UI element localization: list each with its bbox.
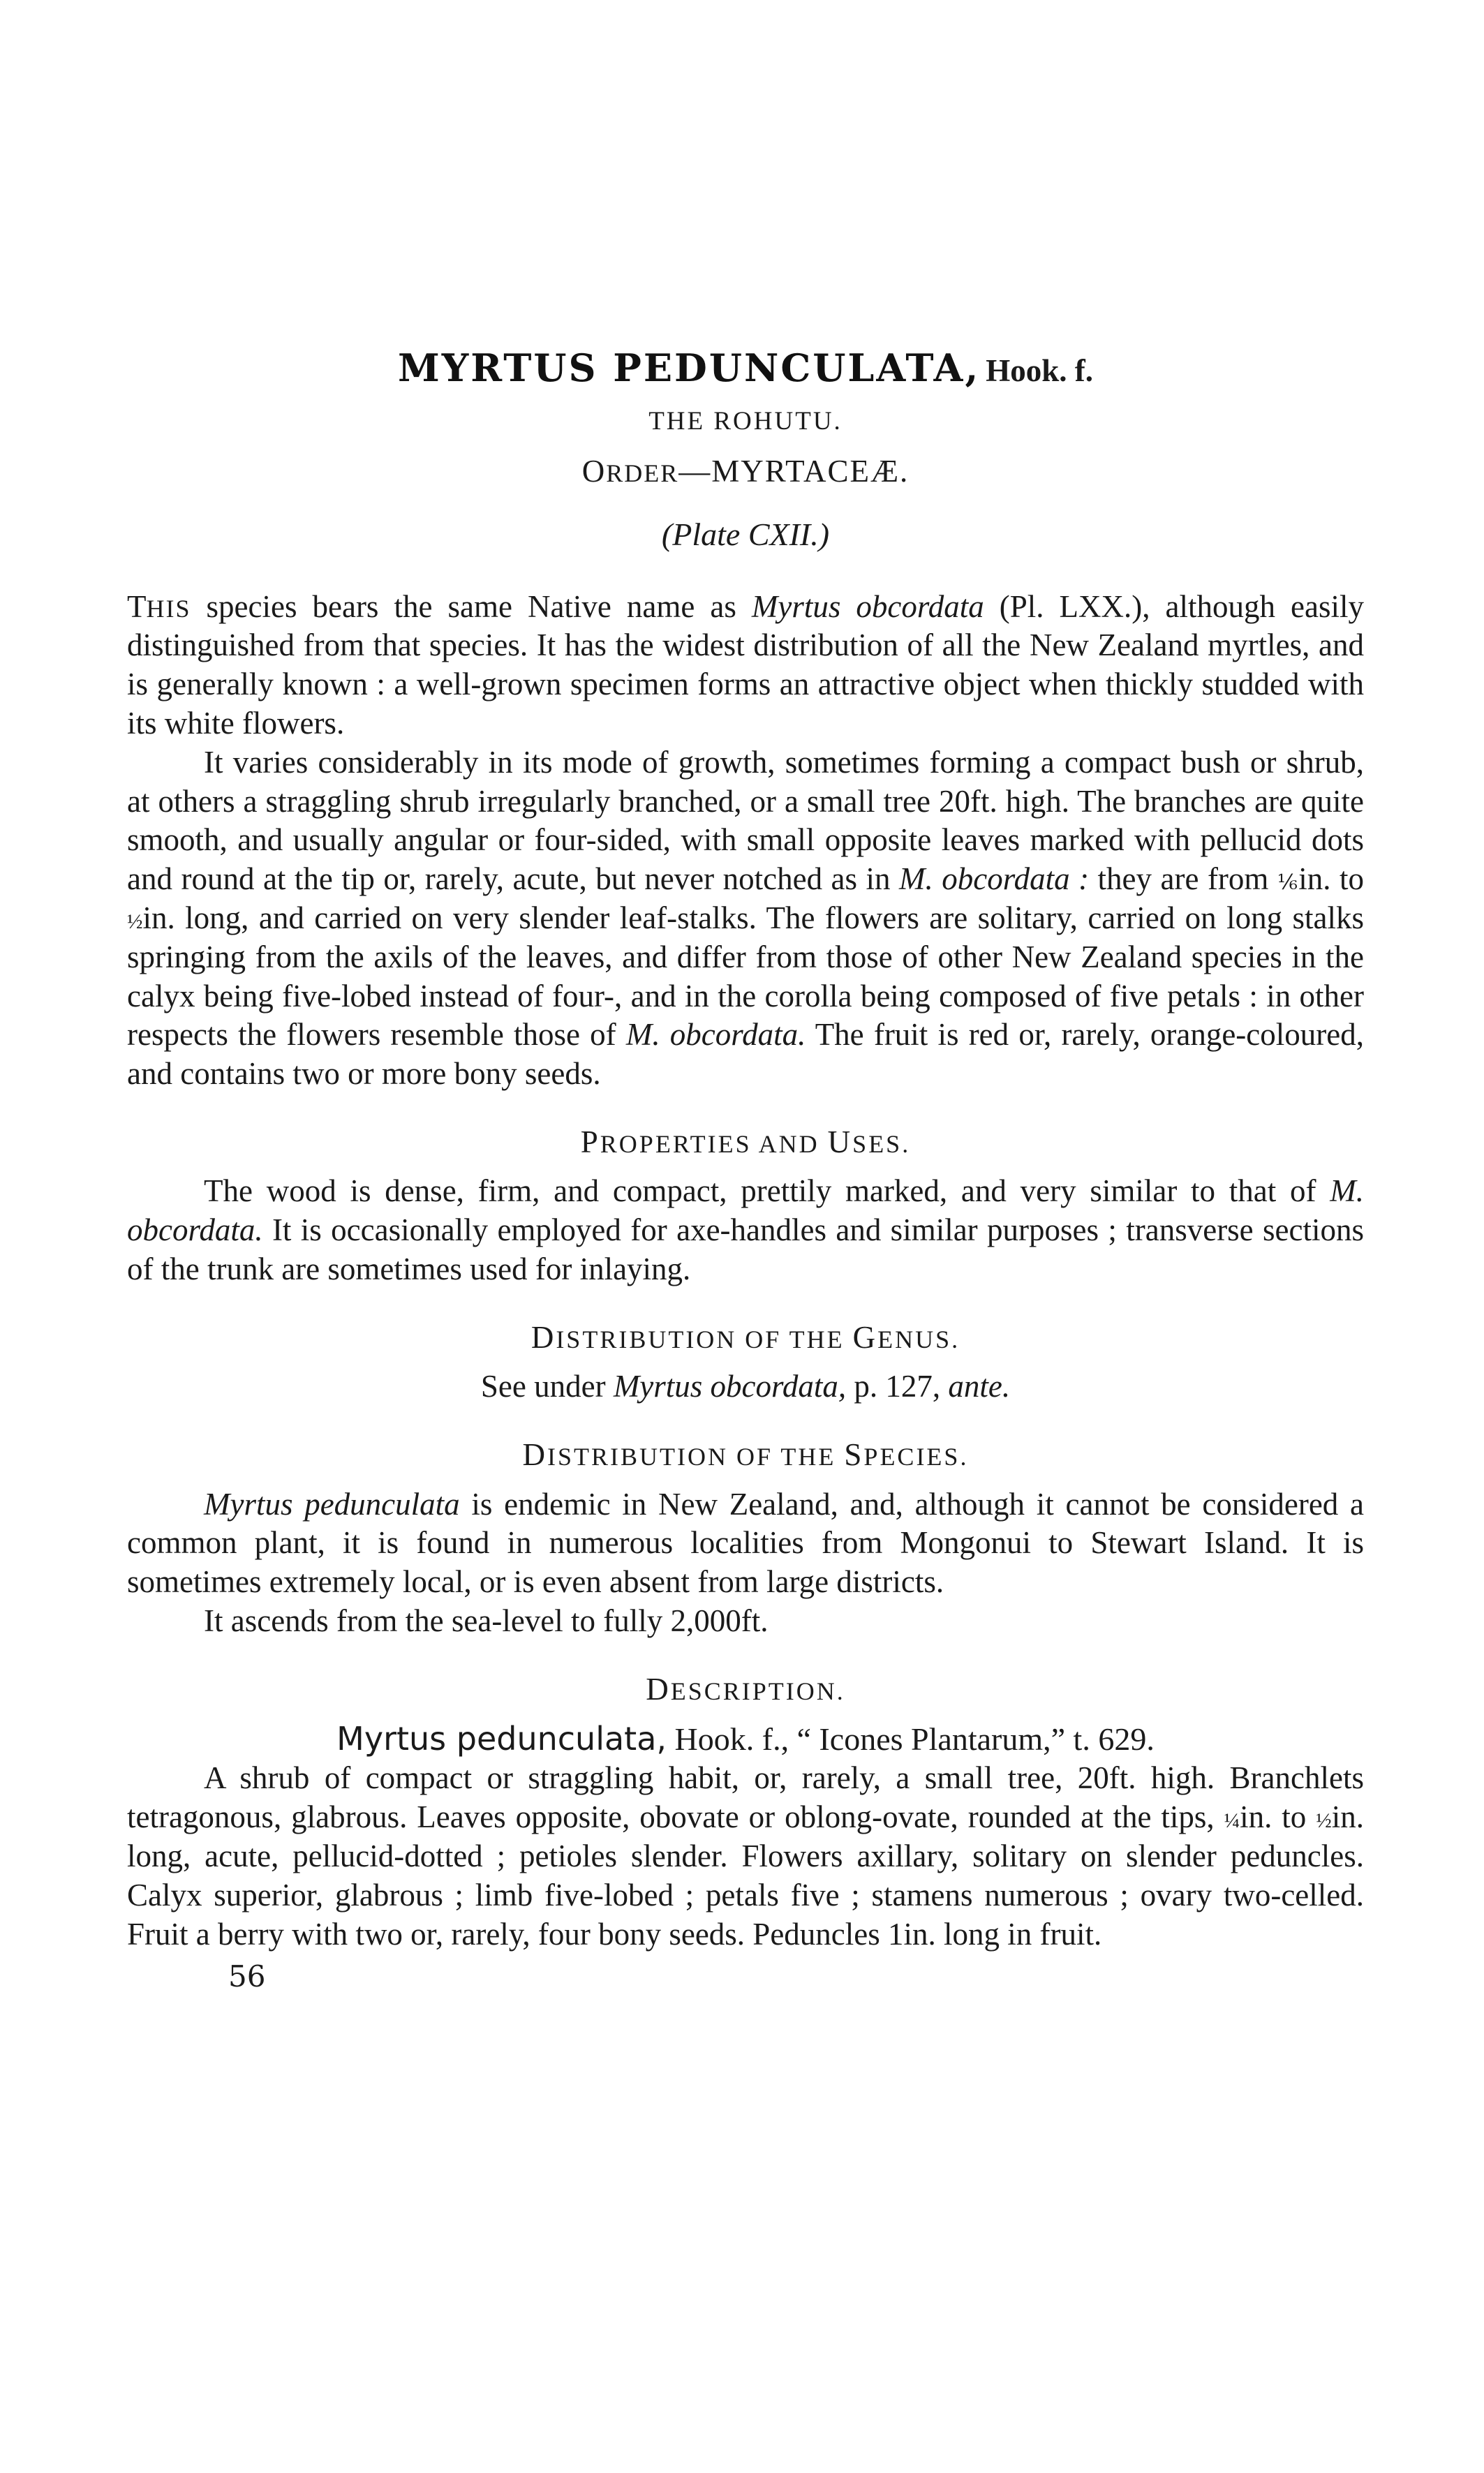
intro-lead-rest: HIS [146,594,191,623]
properties-heading-rest-2: SES. [852,1129,911,1158]
description-heading-cap: D [646,1671,671,1707]
description-fraction-1: ¼ [1224,1809,1240,1833]
common-name: THE ROHUTU. [648,407,843,436]
growth-text-1: It varies considerably in its mode of growth, sometimes forming a compact bush or shrub, at others a straggling shrub irregularly branched, or a small tree 20ft. high. The branches are quite smooth, and usually angular or four-sided, with small opposite leaves marked with pellucid dots and round at the tip or, rarely, acute, but never notched as in [127,744,1364,897]
species-heading-rest-2: PECIES. [863,1443,969,1471]
description-heading [127,1669,1364,1710]
properties-heading [127,1122,1364,1163]
intro-text-1: species bears the same Native name as [191,588,752,624]
species-heading-cap-2: S [844,1437,864,1473]
order-family: MYRTACEÆ. [711,454,910,489]
intro-paragraph [127,588,1364,743]
description-heading-rest: ESCRIPTION. [670,1677,845,1705]
growth-ref-2: M. obcordata. [625,1017,806,1053]
species-paragraph [127,1485,1364,1602]
genus-text-1: See under [480,1369,614,1404]
text-column [127,346,1365,1994]
properties-ref-1: M. obcordata. [127,1173,1364,1248]
properties-heading-cap-2: U [827,1124,853,1159]
genus-heading-cap-1: D [530,1319,556,1355]
intro-lead-cap: T [127,588,147,624]
species-heading-cap-1: D [522,1437,548,1473]
description-text-2: in. to [1240,1799,1316,1835]
description-text-1: A shrub of compact or straggling habit, or, rarely, a small tree, 20ft. high. Branchlets tetragonous, glabrous. Leaves opposite, obovate or oblong-ovate, rounded at the tips, [127,1760,1364,1835]
description-species-name: Myrtus pedunculata, [336,1720,667,1758]
growth-text-2: they are from [1089,861,1277,897]
description-citation-line [127,1719,1364,1759]
description-paragraph [127,1759,1364,1954]
description-fraction-2: ½ [1316,1809,1332,1833]
growth-ref-1: M. obcordata : [899,861,1090,897]
properties-heading-cap-1: P [580,1124,600,1159]
species-ref-1: Myrtus pedunculata [204,1486,460,1522]
page-number: 56 [228,1959,266,1994]
growth-fraction-2: ½ [127,909,143,933]
properties-text-1: The wood is dense, firm, and compact, prettily marked, and very similar to that of [204,1173,1330,1209]
plate-reference: (Plate CXII.) [661,517,830,553]
growth-text-4: in. long, and carried on very slender leaf-stalks. The flowers are solitary, carried on long stalks springing from the axils of the leaves, and differ from those of other New Zealand species in the calyx being five-lobed instead of four-, and in the corolla being composed of five petals : in other respects the flowers resemble those of [127,900,1364,1053]
genus-text-2: p. 127, [846,1369,949,1404]
intro-ref-1: Myrtus obcordata [751,588,984,624]
genus-heading-cap-2: G [852,1319,878,1355]
growth-fraction-1: ⅙ [1277,871,1299,895]
altitude-paragraph: It ascends from the sea-level to fully 2,000ft. [204,1603,769,1639]
intro-text-2: (Pl. LXX.), although easily distinguished from that species. It has the widest distribution of all the New Zealand myrtles, and is generally known : a well-grown specimen forms an attractive object when thickly studded with its white flowers. [127,588,1364,741]
description-text-3: in. long, acute, pellucid-dotted ; petioles slender. Flowers axillary, solitary on slender peduncles. Calyx superior, glabrous ; limb five-lobed ; petals five ; stamens numerous ; ovary two-celled. Fruit a berry with two or, rarely, four bony seeds. Peduncles 1in. long in fruit. [127,1799,1364,1952]
growth-text-5: The fruit is red or, rarely, orange-coloured, and contains two or more bony seeds. [127,1017,1364,1092]
growth-paragraph [127,743,1364,1094]
properties-paragraph [127,1172,1364,1289]
genus-ref-1: Myrtus obcordata, [613,1369,847,1404]
species-text-1: is endemic in New Zealand, and, although it cannot be considered a common plant, it is found in numerous localities from Mongonui to Stewart Island. It is sometimes extremely local, or is even absent from large districts. [127,1486,1365,1600]
species-heading [127,1434,1364,1476]
order-line [127,452,1364,490]
title-author: Hook. f. [986,353,1094,388]
title-name: MYRTUS PEDUNCULATA, [397,346,981,390]
genus-see-line [127,1367,1364,1406]
properties-heading-rest-1: ROPERTIES AND [600,1129,828,1158]
growth-text-3: in. to [1298,861,1364,897]
genus-heading-rest-2: ENUS. [877,1325,960,1353]
order-prefix-rest: RDER [606,459,679,488]
genus-ref-2: ante. [948,1369,1011,1404]
species-title [127,346,1364,390]
species-heading-rest-1: ISTRIBUTION OF THE [547,1443,845,1471]
properties-text-2: It is occasionally employed for axe-handles and similar purposes ; transverse sections of the trunk are sometimes used for inlaying. [127,1212,1364,1287]
order-dash: — [678,454,712,489]
genus-heading-rest-1: ISTRIBUTION OF THE [556,1325,853,1353]
genus-heading [127,1317,1364,1358]
order-prefix-cap: O [581,454,607,489]
description-citation: Hook. f., “ Icones Plantarum,” t. 629. [667,1721,1155,1758]
